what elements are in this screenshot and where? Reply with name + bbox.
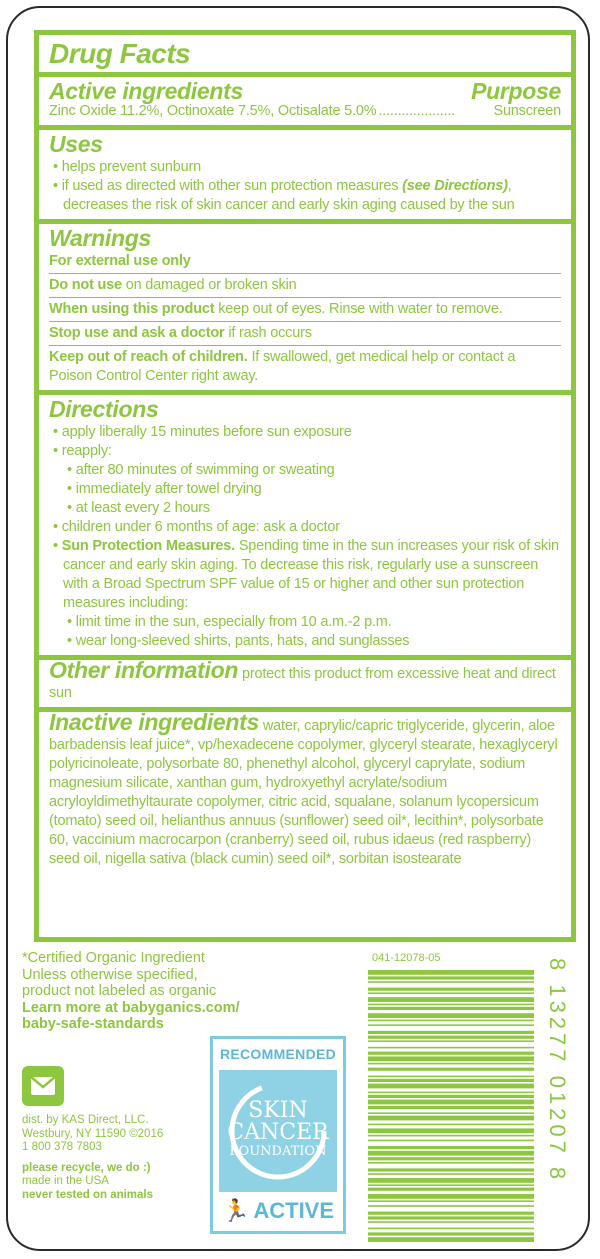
stop-use: Stop use and ask a doctor if rash occurs	[49, 325, 312, 341]
mail-icon	[22, 1066, 64, 1106]
barcode-bar	[368, 1157, 534, 1160]
barcode-bar	[368, 1024, 534, 1026]
warnings-section	[49, 224, 561, 389]
barcode-bar	[368, 1092, 534, 1094]
barcode-bar	[368, 1124, 534, 1126]
foundation-text: FOUNDATION	[229, 1144, 327, 1159]
cancer-text: CANCER	[227, 1120, 329, 1145]
barcode-bar	[368, 1188, 534, 1191]
barcode-bar	[368, 1184, 534, 1186]
seal-area	[219, 1070, 337, 1192]
barcode-bar	[368, 1128, 534, 1133]
barcode-bar	[368, 1020, 534, 1022]
list-item: • after 80 minutes of swimming or sweating	[67, 462, 335, 478]
barcode-bar	[368, 1194, 534, 1199]
list-item: • reapply:	[53, 443, 112, 459]
organic-note: *Certified Organic Ingredient	[22, 950, 205, 966]
directions-header: Directions	[49, 396, 159, 422]
barcode-bar	[368, 1168, 534, 1171]
barcode-bar	[368, 988, 534, 991]
list-item: • immediately after towel drying	[67, 481, 262, 497]
barcode-bar	[368, 1146, 534, 1149]
list-item: • at least every 2 hours	[67, 500, 210, 516]
barcode-bar	[368, 1095, 534, 1098]
barcode	[364, 948, 584, 1244]
barcode-bar	[368, 1232, 534, 1235]
barcode-bar	[368, 1112, 534, 1114]
distributor: dist. by KAS Direct, LLC.	[22, 1114, 149, 1126]
barcode-bar	[368, 1047, 534, 1049]
other-information-section	[49, 657, 561, 706]
barcode-bar	[368, 1216, 534, 1219]
when-using: When using this product keep out of eyes. Rinse with water to remove.	[49, 301, 503, 317]
active-ingredients-line: Zinc Oxide 11.2%, Octinoxate 7.5%, Octisalate 5.0%	[49, 103, 377, 119]
active-ingredients-section	[49, 77, 561, 124]
barcode-bar	[368, 1007, 534, 1010]
do-not-use: Do not use on damaged or broken skin	[49, 277, 297, 293]
barcode-bar	[368, 976, 534, 979]
barcode-bar	[368, 1013, 534, 1018]
inactive-ingredients-text: water, caprylic/capric triglyceride, glycerin, aloe barbadensis leaf juice*, vp/hexadecene copolymer, glyceryl stearate, hexaglyceryl polyricinoleate, polysorbate 80, phenethyl alcohol, glyceryl caprylate, sodium magnesium silicate, xanthan gum, hydroxyethyl acrylate/sodium acryloyldimethyltaurate copolymer, citric acid, squalane, solanum lycopersicum (tomato) seed oil, helianthus annuus (sunflower) seed oil*, lecithin*, polysorbate 60, vaccinium macrocarpon (cranberry) seed oil, rubus idaeus (red raspberry) seed oil, nigella sativa (black cumin) seed oil*, sorbitan isostearate	[49, 718, 558, 867]
list-item: • wear long-sleeved shirts, pants, hats, and sunglasses	[67, 633, 410, 649]
barcode-bar	[368, 1205, 534, 1207]
barcode-bar	[368, 1052, 534, 1055]
barcode-bar	[368, 1212, 534, 1215]
address: Westbury, NY 11590 ©2016	[22, 1127, 164, 1140]
distributor-info	[22, 1114, 222, 1202]
purpose-header: Purpose	[471, 78, 561, 104]
barcode-bar	[368, 1200, 534, 1202]
barcode-bar	[368, 1162, 534, 1164]
keep-out-of-reach: Keep out of reach of children. If swallowed, get medical help or contact a Poison Control Center right away.	[49, 349, 516, 384]
barcode-bar	[368, 1135, 534, 1137]
not-tested-note: never tested on animals	[22, 1188, 154, 1201]
barcode-bar	[368, 992, 534, 994]
learn-more-link: Learn more at babyganics.com/	[22, 999, 240, 1016]
barcode-bar	[368, 1004, 534, 1006]
barcode-bar	[368, 1178, 534, 1183]
barcode-bar	[368, 1106, 534, 1109]
drug-facts-panel	[34, 30, 576, 942]
drug-facts-title: Drug Facts	[49, 38, 191, 69]
list-item: • limit time in the sun, especially from 10 a.m.-2 p.m.	[67, 614, 392, 630]
barcode-bar	[368, 1056, 534, 1061]
barcode-bar	[368, 1063, 534, 1065]
barcode-bar	[368, 1076, 534, 1078]
list-item: • helps prevent sunburn	[53, 159, 202, 175]
made-in-usa: made in the USA	[22, 1175, 109, 1187]
phone: 1 800 378 7803	[22, 1141, 102, 1153]
purpose-value: Sunscreen	[493, 103, 561, 119]
barcode-bar	[368, 1221, 534, 1223]
barcode-bar	[368, 1228, 534, 1230]
barcode-bar	[368, 1068, 534, 1071]
active-label: 🏃 ACTIVE	[221, 1198, 335, 1223]
uses-section	[49, 130, 561, 218]
skin-cancer-foundation-badge	[210, 1036, 346, 1234]
list-item: • apply liberally 15 minutes before sun exposure	[53, 424, 352, 440]
standards-link: baby-safe-standards	[22, 1016, 164, 1032]
barcode-bar	[368, 981, 534, 983]
barcode-bar	[368, 1100, 534, 1105]
inactive-ingredients-section	[49, 709, 561, 872]
uses-header: Uses	[49, 131, 103, 157]
runner-icon: 🏃	[221, 1198, 250, 1223]
barcode-code: 041-12078-05	[372, 952, 441, 964]
external-use: For external use only	[49, 253, 191, 269]
barcode-bar	[368, 1036, 534, 1039]
not-labeled-note: product not labeled as organic	[22, 983, 217, 999]
footer-info	[22, 950, 262, 1033]
inactive-ingredients-header: Inactive ingredients	[49, 709, 260, 735]
unless-note: Unless otherwise specified,	[22, 966, 198, 983]
barcode-bar	[368, 1237, 534, 1242]
barcode-bar	[368, 1140, 534, 1142]
directions-section	[49, 395, 561, 654]
barcode-bar	[368, 1116, 534, 1121]
barcode-bar	[368, 1040, 534, 1042]
other-information-text: protect this product from excessive heat and direct sun	[49, 666, 556, 701]
list-item: • if used as directed with other sun protection measures (see Directions), decreases the risk of skin cancer and early skin aging caused by the sun	[53, 178, 515, 213]
list-item: • Sun Protection Measures. Spending time in the sun increases your risk of skin cancer and early skin aging. To decrease this risk, regularly use a sunscreen with a Broad Spectrum SPF value of 15 or higher and other sun protection measures including:	[53, 538, 559, 611]
list-item: • children under 6 months of age: ask a doctor	[53, 519, 340, 535]
barcode-bar	[368, 1151, 534, 1156]
barcode-bar	[368, 1031, 534, 1034]
other-information-header: Other information	[49, 657, 239, 683]
barcode-bar	[368, 1079, 534, 1082]
recommended-text: RECOMMENDED	[219, 1046, 337, 1062]
barcode-bar	[368, 1173, 534, 1175]
barcode-bar	[368, 970, 534, 975]
barcode-bar	[368, 997, 534, 1002]
barcode-bar	[368, 1084, 534, 1089]
skin-text: SKIN	[248, 1098, 308, 1123]
leader-dots: ....................	[378, 103, 456, 119]
warnings-header: Warnings	[49, 225, 151, 251]
active-ingredients-header: Active ingredients	[49, 78, 243, 104]
recycle-note: please recycle, we do :)	[22, 1161, 151, 1174]
barcode-digits: 8 13277 01207 8	[545, 958, 570, 1184]
